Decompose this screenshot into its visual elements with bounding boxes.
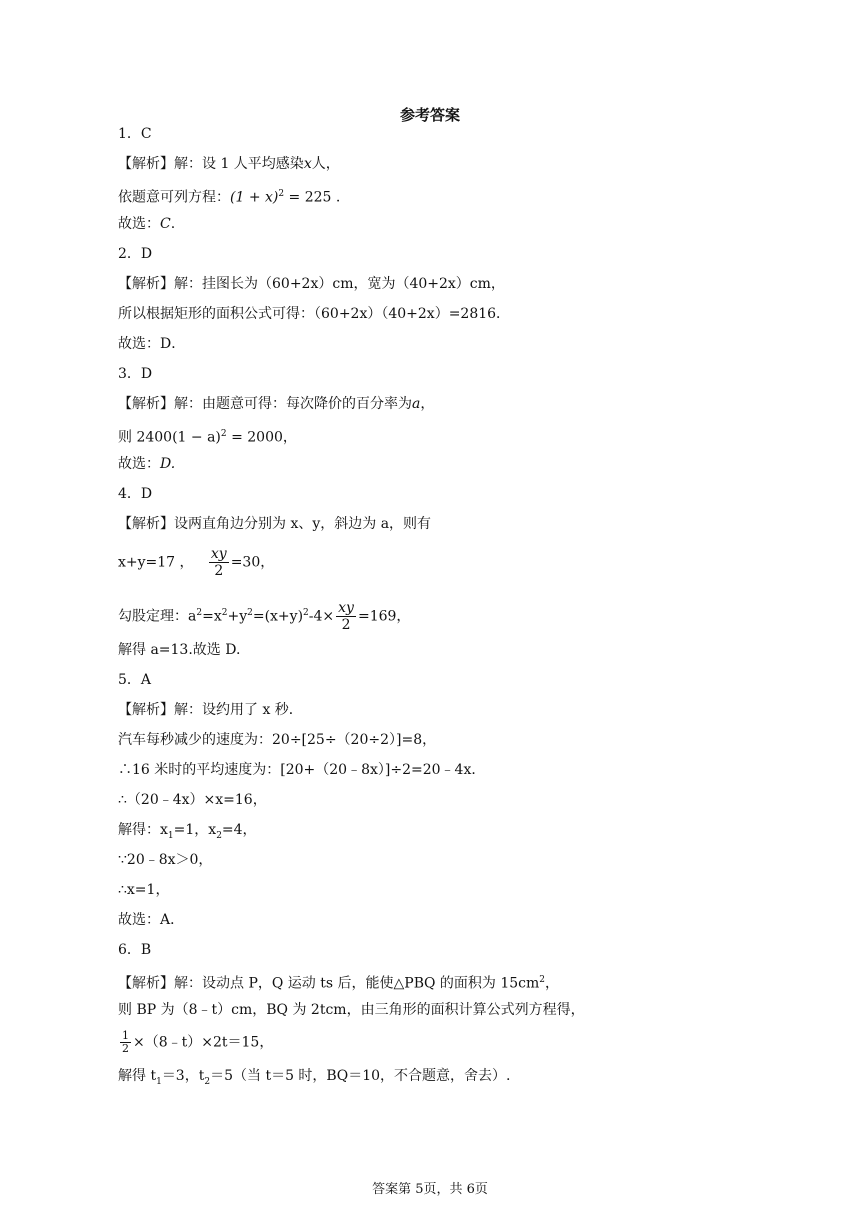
answer-4-analysis: 【解析】设两直角边分别为 x、y，斜边为 a，则有 <box>118 516 432 532</box>
answer-5-line-4: ∴（20﹣4x）×x=16， <box>118 792 267 808</box>
answer-1-choice: 故选：C. <box>118 216 176 232</box>
answer-4-equation: x+y=17 ， $\frac{xy}{2}$ =30， <box>118 546 275 579</box>
answer-5-line-2: 汽车每秒减少的速度为：20÷[25÷（20÷2）]=8， <box>118 732 437 748</box>
answer-4-head: 4．D <box>118 486 153 502</box>
answer-6-analysis: 【解析】解：设动点 P，Q 运动 ts 后，能使△PBQ 的面积为 $15cm^2$， <box>118 975 560 992</box>
answer-1-analysis: 【解析】解：设 1 人平均感染x人， <box>118 156 340 172</box>
answer-6-head: 6．B <box>118 942 152 958</box>
answer-3-choice: 故选：D. <box>118 456 176 472</box>
answer-6-equation: $\frac{1}{2}$ ×（8﹣t）×2t＝15， <box>122 1029 274 1055</box>
page-title: 参考答案 <box>399 106 460 124</box>
answer-5-line-5: 解得：$x_1=1$，$x_2=4$， <box>118 822 257 841</box>
answer-2-equation: 所以根据矩形的面积公式可得：（60+2x）（40+2x）=2816． <box>118 306 511 322</box>
answer-4-pythagoras: 勾股定理：$a^2=x^2+y^2=(x+y)^2-4\times$ $\frac{xy}{2}$ =169， <box>118 600 411 633</box>
answer-1-equation: 依题意可列方程：$(1 + x)^2 = 225$ . <box>118 189 341 206</box>
answer-5-head: 5．A <box>118 672 152 688</box>
answer-6-line-2: 则 BP 为（8﹣t）cm，BQ 为 2tcm，由三角形的面积计算公式列方程得， <box>118 1002 585 1018</box>
answer-1-head: 1．C <box>118 126 152 142</box>
answer-5-choice: 故选：A． <box>118 912 185 928</box>
answer-5-line-6: ∵20﹣8x＞0， <box>118 852 213 868</box>
answer-5-analysis: 【解析】解：设约用了 x 秒． <box>118 702 303 718</box>
answer-5-line-7: ∴x=1， <box>118 882 170 898</box>
answer-6-result: 解得 $t_1=3$，$t_2=5$（当 t＝5 时，BQ＝10，不合题意，舍去）. <box>118 1068 511 1087</box>
answer-2-choice: 故选：D． <box>118 336 186 352</box>
answer-3-equation: 则 $2400(1 - a)^2 = 2000$， <box>118 429 297 446</box>
fraction-one-half: $\frac{1}{2}$ <box>122 1029 129 1055</box>
answer-2-head: 2．D <box>118 246 153 262</box>
answer-2-analysis: 【解析】解：挂图长为（60+2x）cm，宽为（40+2x）cm， <box>118 276 505 292</box>
fraction-xy-over-2: $\frac{xy}{2}$ <box>210 546 227 579</box>
answer-3-head: 3．D <box>118 366 153 382</box>
answer-4-result: 解得 a=13.故选 D. <box>118 642 241 658</box>
answer-3-analysis: 【解析】解：由题意可得：每次降价的百分率为a， <box>118 396 435 412</box>
answer-5-line-3: ∴16 米时的平均速度为：[20+（20﹣8x）]÷2=20﹣4x． <box>118 762 486 778</box>
fraction-xy-over-2: $\frac{xy}{2}$ <box>338 600 354 633</box>
page-footer: 答案第 5页，共 6页 <box>372 1182 488 1197</box>
